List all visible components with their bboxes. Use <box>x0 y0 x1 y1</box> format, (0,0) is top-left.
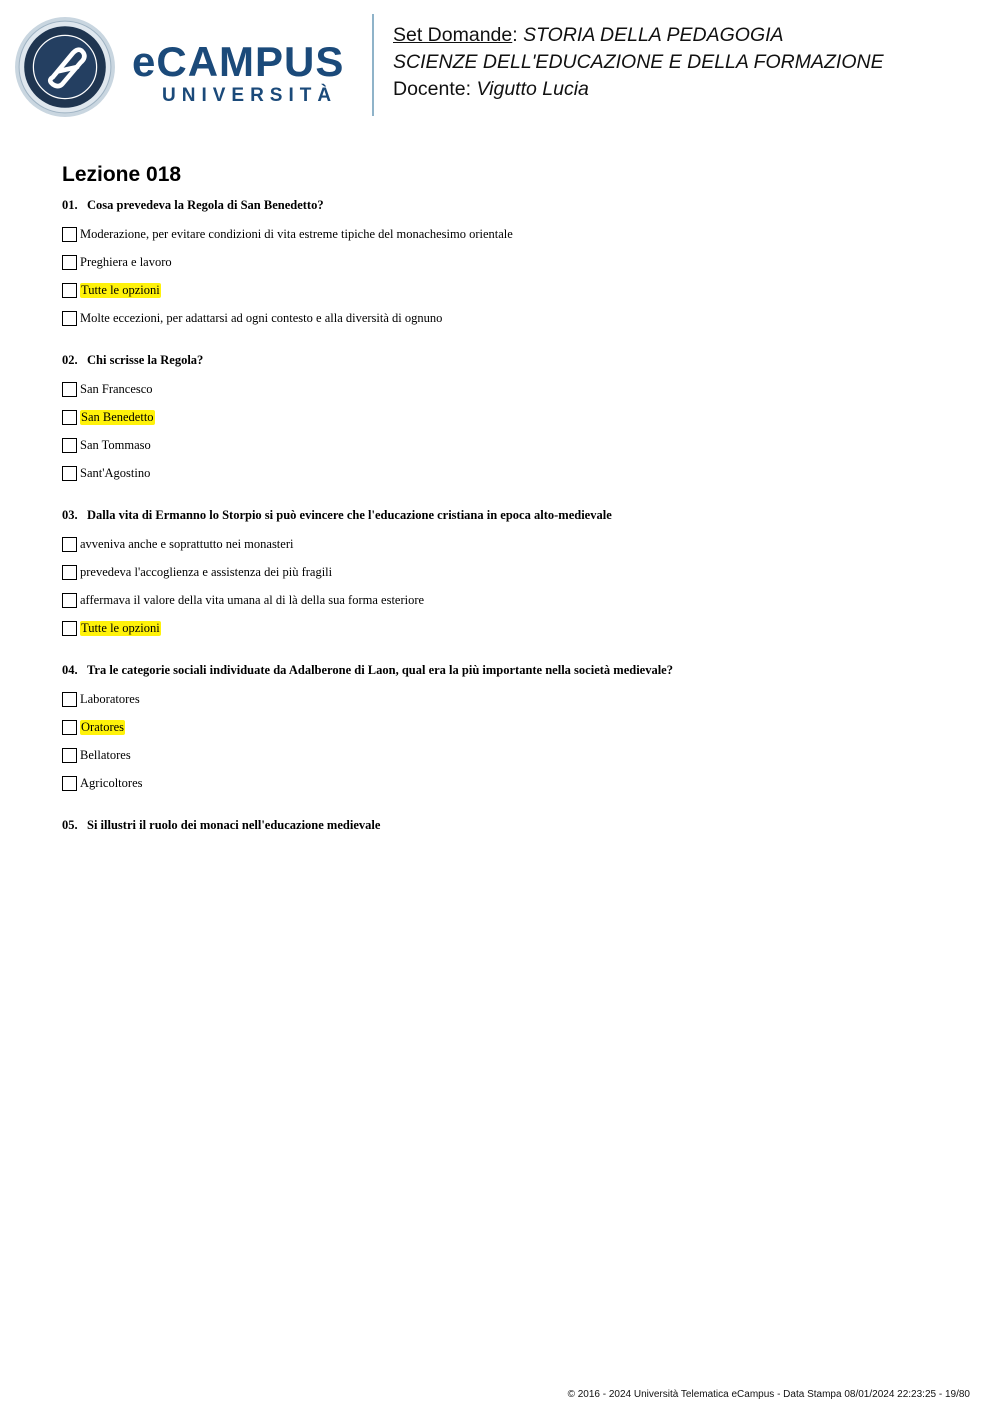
answer-option[interactable] <box>62 769 962 797</box>
answer-label: affermava il valore della vita umana al di là della sua forma esteriore <box>80 592 425 607</box>
answer-checkbox[interactable] <box>62 227 77 242</box>
header-divider <box>372 14 374 116</box>
answer-label: Molte eccezioni, per adattarsi ad ogni contesto e alla diversità di ognuno <box>80 310 443 325</box>
degree-line <box>393 49 884 76</box>
answer-label: prevedeva l'accoglienza e assistenza dei più fragili <box>80 564 333 579</box>
answer-checkbox[interactable] <box>62 283 77 298</box>
answer-checkbox[interactable] <box>62 466 77 481</box>
answer-label: Moderazione, per evitare condizioni di vita estreme tipiche del monachesimo orientale <box>80 226 513 241</box>
question-block <box>62 816 962 834</box>
question-label: Dalla vita di Ermanno lo Storpio si può evincere che l'educazione cristiana in epoca alto-medievale <box>87 508 612 522</box>
question-text <box>62 196 962 214</box>
answer-option[interactable] <box>62 741 962 769</box>
teacher-label: Docente: <box>393 78 472 100</box>
answer-option-correct[interactable] <box>62 614 962 642</box>
answer-checkbox[interactable] <box>62 720 77 735</box>
question-label: Si illustri il ruolo dei monaci nell'educazione medievale <box>87 818 381 832</box>
answer-option-correct[interactable] <box>62 276 962 304</box>
answer-checkbox[interactable] <box>62 565 77 580</box>
answer-label: Agricoltores <box>80 775 143 790</box>
question-text <box>62 661 962 679</box>
answer-label-highlighted: Tutte le opzioni <box>81 620 160 635</box>
question-block <box>62 351 962 487</box>
answer-option[interactable] <box>62 248 962 276</box>
question-number: 01. <box>62 198 78 212</box>
answer-option-correct[interactable] <box>62 713 962 741</box>
set-separator: : <box>512 24 518 46</box>
header-info <box>393 22 884 103</box>
answer-label-highlighted: San Benedetto <box>81 409 154 424</box>
question-number: 02. <box>62 353 78 367</box>
answer-checkbox[interactable] <box>62 692 77 707</box>
answer-label: Sant'Agostino <box>80 465 151 480</box>
answer-checkbox[interactable] <box>62 537 77 552</box>
answer-checkbox[interactable] <box>62 776 77 791</box>
question-text <box>62 351 962 369</box>
answer-option[interactable] <box>62 459 962 487</box>
teacher-name: Vigutto Lucia <box>476 78 589 100</box>
lesson-title: Lezione 018 <box>62 163 182 186</box>
answer-option[interactable] <box>62 685 962 713</box>
answer-option[interactable] <box>62 375 962 403</box>
answer-checkbox[interactable] <box>62 748 77 763</box>
question-label: Tra le categorie sociali individuate da Adalberone di Laon, qual era la più importante nella società medievale? <box>87 663 673 677</box>
degree-name: SCIENZE DELL'EDUCAZIONE E DELLA FORMAZIONE <box>393 51 884 73</box>
question-block <box>62 661 962 797</box>
answer-option-correct[interactable] <box>62 403 962 431</box>
answer-label: Laboratores <box>80 691 140 706</box>
answer-option[interactable] <box>62 304 962 332</box>
answer-label: San Tommaso <box>80 437 151 452</box>
university-logo <box>132 40 344 107</box>
question-text <box>62 506 962 524</box>
question-number: 05. <box>62 818 78 832</box>
answer-label: avveniva anche e soprattutto nei monasteri <box>80 536 294 551</box>
set-label: Set Domande <box>393 24 513 46</box>
logo-subtitle: UNIVERSITÀ <box>162 85 338 106</box>
question-label: Chi scrisse la Regola? <box>87 353 204 367</box>
teacher-line <box>393 76 884 103</box>
question-number: 04. <box>62 663 78 677</box>
answer-option[interactable] <box>62 586 962 614</box>
university-seal-icon <box>14 16 116 118</box>
answer-option[interactable] <box>62 530 962 558</box>
answer-option[interactable] <box>62 220 962 248</box>
answer-checkbox[interactable] <box>62 621 77 636</box>
answer-label: Preghiera e lavoro <box>80 254 172 269</box>
answer-label: Bellatores <box>80 747 131 762</box>
answer-option[interactable] <box>62 558 962 586</box>
answer-option[interactable] <box>62 431 962 459</box>
question-text <box>62 816 962 834</box>
page-footer: © 2016 - 2024 Università Telematica eCampus - Data Stampa 08/01/2024 22:23:25 - 19/80 <box>567 1389 970 1400</box>
course-line <box>393 22 884 49</box>
answer-checkbox[interactable] <box>62 255 77 270</box>
question-list <box>62 196 962 853</box>
question-label: Cosa prevedeva la Regola di San Benedetto? <box>87 198 324 212</box>
logo-wordmark: eCAMPUS <box>132 38 345 85</box>
answer-checkbox[interactable] <box>62 438 77 453</box>
question-number: 03. <box>62 508 78 522</box>
answer-label-highlighted: Oratores <box>81 719 125 734</box>
answer-label-highlighted: Tutte le opzioni <box>81 282 160 297</box>
answer-checkbox[interactable] <box>62 311 77 326</box>
page-header <box>0 0 1000 130</box>
answer-label: San Francesco <box>80 381 153 396</box>
answer-checkbox[interactable] <box>62 382 77 397</box>
answer-checkbox[interactable] <box>62 410 77 425</box>
answer-checkbox[interactable] <box>62 593 77 608</box>
question-block <box>62 506 962 642</box>
question-block <box>62 196 962 332</box>
course-title: STORIA DELLA PEDAGOGIA <box>523 24 784 46</box>
